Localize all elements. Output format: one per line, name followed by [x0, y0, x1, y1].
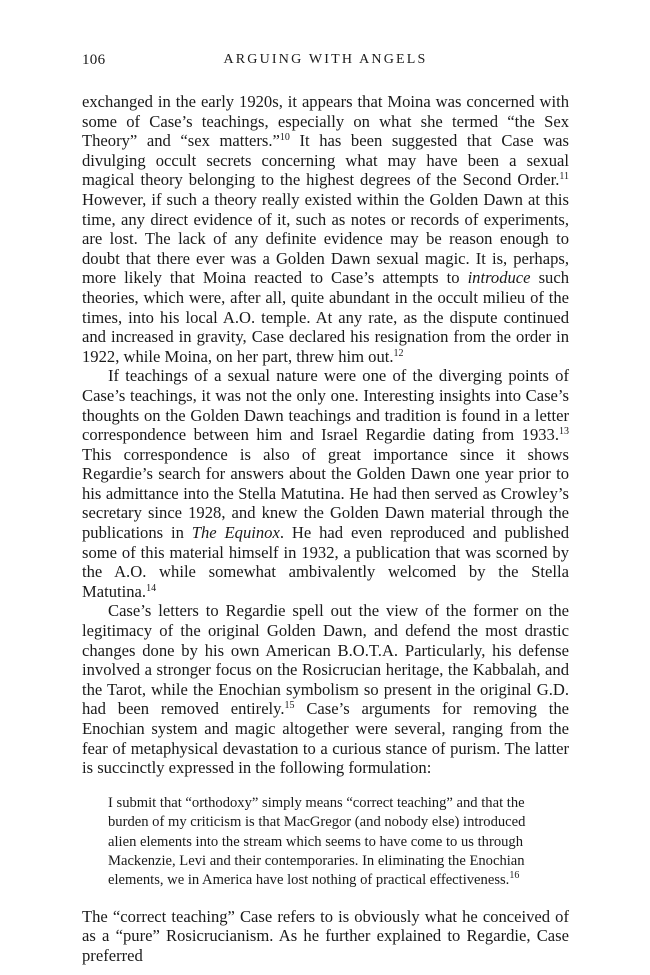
paragraph-3-text-b: Case’s arguments for removing the Enochian system and magic altogether were several, ranging from the fear of metaphysical devastation to a curious stance of purism. The latter is succinctly expressed in the following formulation: — [82, 699, 569, 778]
footnote-ref-12[interactable]: 12 — [393, 347, 404, 359]
paragraph-1-text-a: exchanged in the early 1920s, it appears that Moina was concerned with some of Case’s teachings, especially on what she termed “the Sex Theory” and “sex matters.” — [82, 92, 569, 151]
paragraph-2-emphasis: The Equinox — [191, 523, 280, 543]
footnote-ref-15[interactable]: 15 — [284, 700, 295, 712]
paragraph-1-emphasis: introduce — [467, 268, 531, 288]
footnote-ref-14[interactable]: 14 — [146, 582, 157, 594]
paragraph-1-text-b: It has been suggested that Case was divulging occult secrets concerning what may have been a sexual magical theory belonging to the highest degrees of the Second Order. — [82, 131, 569, 190]
paragraph-2-text-a: If teachings of a sexual nature were one of the diverging points of Case’s teachings, it was not the only one. Interesting insights into Case’s thoughts on the Golden Dawn teachings and tradition is found in a letter correspondence between him and Israel Regardie dating from 1933. — [82, 366, 569, 445]
page-number: 106 — [82, 52, 106, 68]
paragraph-1-text-c: However, if such a theory really existed within the Golden Dawn at this time, any direct evidence of it, such as notes or records of experiments, are lost. The lack of any definite evidence may be reason enough to doubt that there ever was a Golden Dawn sexual magic. It is, perhaps, more likely that Moina reacted to Case’s attempts to — [82, 189, 569, 288]
running-title: ARGUING WITH ANGELS — [223, 52, 428, 67]
footnote-ref-13[interactable]: 13 — [559, 426, 569, 438]
book-page — [82, 50, 569, 966]
paragraph-2 — [82, 366, 569, 601]
footnote-ref-16[interactable]: 16 — [509, 870, 520, 882]
paragraph-1-text-d: such theories, which were, after all, quite abundant in the occult milieu of the times, into his local A.O. temple. At any rate, as the dispute continued and increased in gravity, Case declared his resignation from the order in 1922, while Moina, on her part, threw him out. — [82, 268, 569, 366]
paragraph-1 — [82, 92, 569, 366]
block-quote-text: I submit that “orthodoxy” simply means “correct teaching” and that the burden of my criticism is that MacGregor (and nobody else) introduced alien elements into the stream which seems to have come to us through Mackenzie, Levi and their contemporaries. In eliminating the Enochian elements, we in America have lost nothing of practical effectiveness. — [108, 794, 526, 889]
paragraph-3-text-a: Case’s letters to Regardie spell out the view of the former on the legitimacy of the original Golden Dawn, and defend the most drastic changes done by his own American B.O.T.A. Particularly, his defense involved a stronger focus on the Rosicrucian heritage, the Kabbalah, and the Tarot, while the Enochian symbolism so present in the original G.D. had been removed entirely. — [82, 601, 569, 719]
paragraph-2-text-c: . He had even reproduced and published some of this material himself in 1932, a publication that was scorned by the A.O. while somewhat ambivalently welcomed by the Stella Matutina. — [82, 523, 570, 601]
footnote-ref-11[interactable]: 11 — [559, 171, 569, 183]
block-quote — [108, 794, 545, 891]
paragraph-3 — [82, 601, 569, 777]
paragraph-2-text-b: This correspondence is also of great importance since it shows Regardie’s search for answers about the Golden Dawn one year prior to his admittance into the Stella Matutina. He had then served as Crowley’s secretary since 1928, and knew the Golden Dawn material through the publications in — [82, 444, 569, 543]
footnote-ref-10[interactable]: 10 — [279, 132, 290, 144]
running-header — [82, 50, 569, 72]
paragraph-4 — [82, 907, 569, 966]
paragraph-4-text: The “correct teaching” Case refers to is obviously what he conceived of as a “pure” Rosicrucianism. As he further explained to Regardie, Case preferred — [82, 906, 569, 965]
